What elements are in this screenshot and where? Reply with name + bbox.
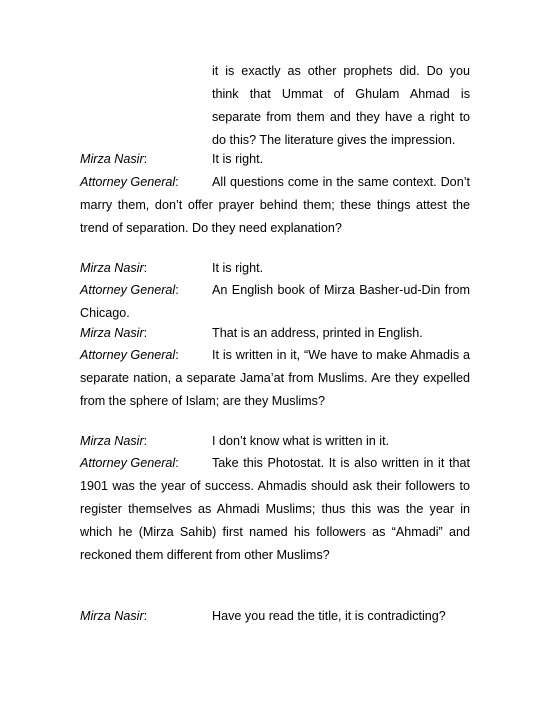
entry-mirza-nasir-5	[80, 605, 470, 628]
entry-text: An English book of Mirza Basher-ud-Din from Chicago.	[80, 283, 470, 320]
entry-mirza-nasir-2	[80, 257, 470, 280]
entry-text: All questions come in the same context. Don’t marry them, don’t offer prayer behind them; these things attest the trend of separation. Do they need explanation?	[80, 175, 470, 235]
entry-attorney-general-3	[80, 344, 470, 413]
entry-attorney-general-4	[80, 452, 470, 567]
speaker-name: Attorney General:	[80, 283, 179, 297]
entry-attorney-general-1	[80, 171, 470, 240]
entry-mirza-nasir-4	[80, 430, 470, 453]
entry-text: It is written in it, “We have to make Ahmadis a separate nation, a separate Jama’at from Muslims. Are they expelled from the sphere of Islam; are they Muslims?	[80, 348, 470, 408]
speaker-name: Mirza Nasir:	[80, 261, 148, 275]
entry-attorney-general-2	[80, 279, 470, 325]
continued-paragraph	[80, 60, 470, 152]
entry-text: Take this Photostat. It is also written in it that 1901 was the year of success. Ahmadis should ask their followers to register themselves as Ahmadi Muslims; thus this was the year in which he (Mirza Sahib) first named his followers as “Ahmadi” and reckoned them different from other Muslims?	[80, 456, 470, 562]
speaker-name: Mirza Nasir:	[80, 434, 148, 448]
entry-text: Have you read the title, it is contradicting?	[212, 609, 446, 623]
speaker-name: Mirza Nasir:	[80, 326, 148, 340]
speaker-name: Attorney General:	[80, 456, 179, 470]
entry-text: I don’t know what is written in it.	[212, 434, 390, 448]
speaker-name: Attorney General:	[80, 175, 179, 189]
speaker-name: Mirza Nasir:	[80, 609, 148, 623]
entry-mirza-nasir-3	[80, 322, 470, 345]
speaker-name: Attorney General:	[80, 348, 179, 362]
entry-text: That is an address, printed in English.	[212, 326, 423, 340]
entry-text: It is right.	[212, 152, 264, 166]
entry-mirza-nasir-1	[80, 148, 470, 171]
entry-text: it is exactly as other prophets did. Do you think that Ummat of Ghulam Ahmad is separate from them and they have a right to do this? The literature gives the impression.	[212, 64, 470, 147]
entry-text: It is right.	[212, 261, 264, 275]
speaker-name: Mirza Nasir:	[80, 152, 148, 166]
